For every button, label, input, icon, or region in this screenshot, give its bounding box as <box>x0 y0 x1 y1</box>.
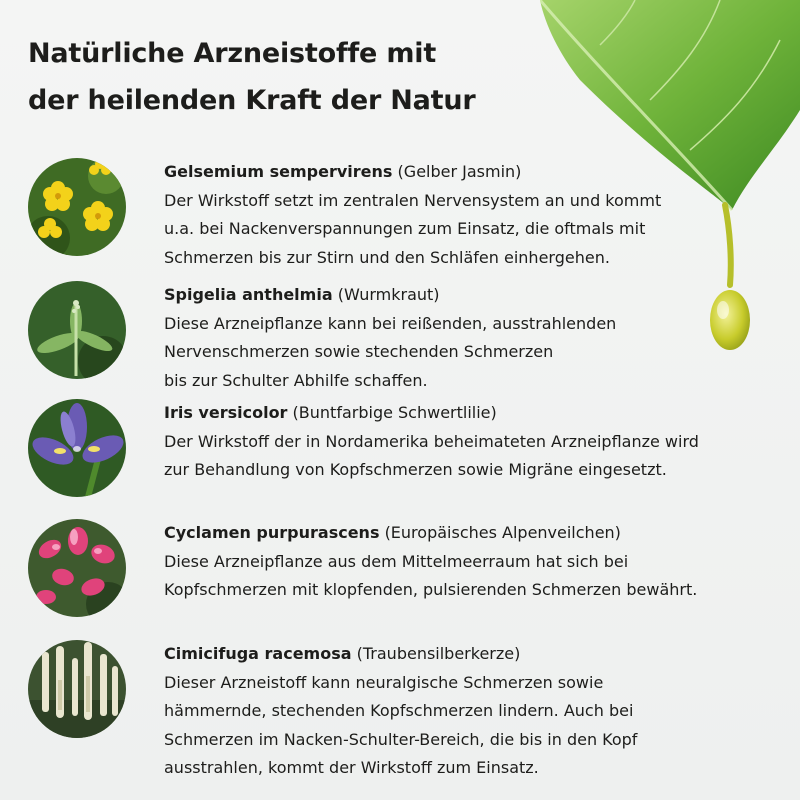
entry-text: Iris versicolor (Buntfarbige Schwertlilie) Der Wirkstoff der in Nordamerika beheimateten Arzneipflanze wird zur Behandlung von Kopfschmerzen sowie Migräne eingesetzt. <box>164 399 764 485</box>
entry-text: Cyclamen purpurascens (Europäisches Alpenveilchen) Diese Arzneipflanze aus dem Mittelmeerraum hat sich bei Kopfschmerzen mit klopfenden, pulsierenden Schmerzen bewährt. <box>164 519 764 605</box>
green-herb-image <box>28 281 126 379</box>
entry-text: Spigelia anthelmia (Wurmkraut) Diese Arzneipflanze kann bei reißenden, ausstrahlenden Nervenschmerzen sowie stechenden Schmerzen bis zur Schulter Abhilfe schaffen. <box>164 281 764 395</box>
pink-cyclamen-image <box>28 519 126 617</box>
entry-heading: Cimicifuga racemosa (Traubensilberkerze) <box>164 644 521 663</box>
entry-text: Cimicifuga racemosa (Traubensilberkerze) Dieser Arzneistoff kann neuralgische Schmerzen sowie hämmernde, stechenden Kopfschmerzen lindern. Auch bei Schmerzen im Nacken-Schulter-Bereich, die bis in den Kopf ausstrahlen, kommt der Wirkstoff zum Einsatz. <box>164 640 764 783</box>
yellow-jasmine-image <box>28 158 126 256</box>
entry-heading: Iris versicolor (Buntfarbige Schwertlilie) <box>164 403 497 422</box>
page-title <box>28 30 476 124</box>
white-bugbane-image <box>28 640 126 738</box>
title-line-1: Natürliche Arzneistoffe mit <box>28 38 437 69</box>
entry-text: Gelsemium sempervirens (Gelber Jasmin) Der Wirkstoff setzt im zentralen Nervensystem an und kommt u.a. bei Nackenverspannungen zum Einsatz, die oftmals mit Schmerzen bis zur Stirn und den Schläfen einhergehen. <box>164 158 764 272</box>
entry-heading: Spigelia anthelmia (Wurmkraut) <box>164 285 440 304</box>
entry-heading: Gelsemium sempervirens (Gelber Jasmin) <box>164 162 522 181</box>
entry-heading: Cyclamen purpurascens (Europäisches Alpenveilchen) <box>164 523 621 542</box>
purple-iris-image <box>28 399 126 497</box>
title-line-2: der heilenden Kraft der Natur <box>28 85 476 116</box>
